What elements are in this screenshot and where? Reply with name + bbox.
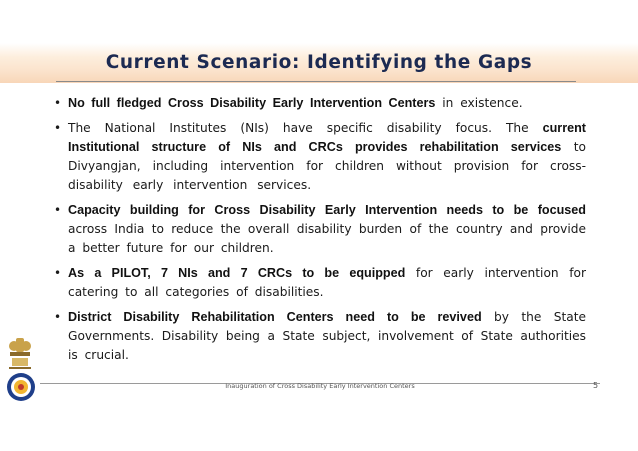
bullet-dot: • — [54, 310, 62, 324]
bullet-item — [52, 264, 586, 302]
page-number: 5 — [593, 381, 599, 390]
bullet-list — [52, 94, 586, 371]
bullet-bold-text: District Disability Rehabilitation Centers need to be revived — [68, 310, 482, 324]
footer-caption: Inauguration of Cross Disability Early Intervention Centers — [225, 382, 415, 390]
bullet-text: in existence. — [435, 96, 523, 110]
bullet-dot: • — [54, 121, 62, 135]
bullet-bold-text: No full fledged Cross Disability Early Intervention Centers — [68, 96, 436, 110]
bullet-bold-text: current Institutional structure of NIs and CRCs provides rehabilitation services — [68, 121, 586, 154]
bullet-dot: • — [54, 266, 62, 280]
bullet-text: to Divyangjan, including intervention for children without provision for cross- disability early intervention services. — [68, 140, 586, 192]
title-divider — [56, 81, 576, 82]
bullet-item — [52, 308, 586, 365]
bullet-text: The National Institutes (NIs) have specific disability focus. The — [68, 121, 543, 135]
bullet-dot: • — [54, 203, 62, 217]
bullet-item — [52, 201, 586, 258]
bullet-text: by the State Governments. Disability being a State subject, involvement of State authorities is crucial. — [68, 310, 586, 362]
bullet-text: across India to reduce the overall disability burden of the country and provide a better future for our children. — [68, 222, 586, 255]
bullet-bold-text: Capacity building for Cross Disability Early Intervention needs to be focused — [68, 203, 586, 217]
bullet-item — [52, 94, 586, 113]
bullet-bold-text: As a PILOT, 7 NIs and 7 CRCs to be equipped — [68, 266, 406, 280]
bullet-item — [52, 119, 586, 195]
department-seal-icon — [6, 372, 36, 402]
bullet-dot: • — [54, 96, 62, 110]
national-emblem-icon — [6, 336, 34, 372]
bullet-text: for early intervention for catering to all categories of disabilities. — [68, 266, 586, 299]
slide-title: Current Scenario: Identifying the Gaps — [105, 52, 533, 73]
